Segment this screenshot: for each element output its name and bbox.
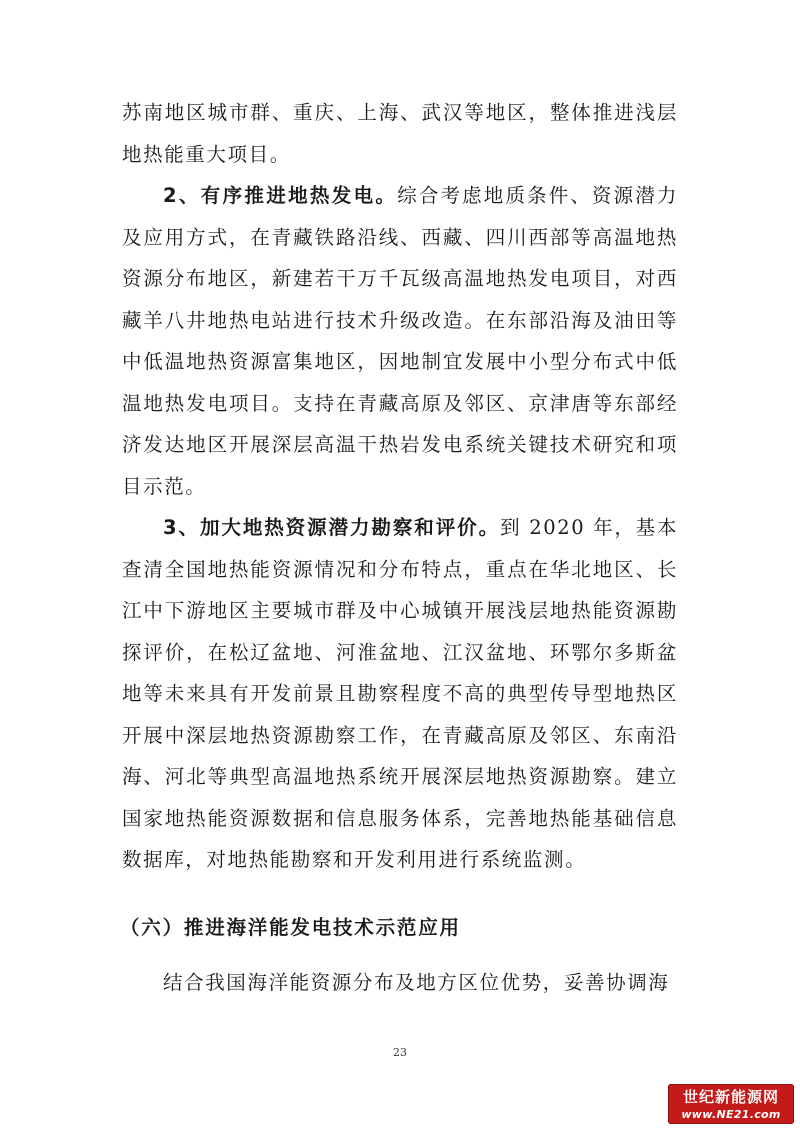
body-text bbox=[122, 92, 678, 881]
paragraph-lead-geothermal-power: 2、有序推进地热发电。 bbox=[163, 184, 398, 207]
paragraph-ocean-energy: 结合我国海洋能资源分布及地方区位优势，妥善协调海 bbox=[163, 971, 670, 994]
section-heading: （六）推进海洋能发电技术示范应用 bbox=[120, 916, 461, 939]
paragraph-body-geothermal-power: 综合考虑地质条件、资源潜力及应用方式，在青藏铁路沿线、西藏、四川西部等高温地热资源分布地区，新建若干万千瓦级高温地热发电项目，对西藏羊八井地热电站进行技术升级改造。在东部沿海及油田等中低温地热资源富集地区，因地制宜发展中小型分布式中低温地热发电项目。支持在青藏高原及邻区、京津唐等东部经济发达地区开展深层高温干热岩发电系统关键技术研究和项目示范。 bbox=[122, 184, 678, 498]
paragraph-body-geothermal-survey: 到 2020 年，基本查清全国地热能资源情况和分布特点，重点在华北地区、长江中下游地区主要城市群及中心城镇开展浅层地热能资源勘探评价，在松辽盆地、河淮盆地、江汉盆地、环鄂尔多斯盆地等未来具有开发前景且勘察程度不高的典型传导型地热区开展中深层地热资源勘察工作，在青藏高原及邻区、东南沿海、河北等典型高温地热系统开展深层地热资源勘察。建立国家地热能资源数据和信息服务体系，完善地热能基础信息数据库，对地热能勘察和开发利用进行系统监测。 bbox=[122, 516, 679, 871]
paragraph-lead-geothermal-survey: 3、加大地热资源潜力勘察和评价。 bbox=[163, 516, 501, 539]
page-number: 23 bbox=[393, 1046, 407, 1059]
watermark-logo bbox=[668, 1084, 794, 1124]
watermark-title: 世纪新能源网 bbox=[682, 1088, 779, 1106]
paragraph-geothermal-survey bbox=[122, 507, 678, 881]
paragraph-geothermal-power bbox=[122, 175, 678, 507]
paragraph-continuation: 苏南地区城市群、重庆、上海、武汉等地区，整体推进浅层地热能重大项目。 bbox=[122, 101, 678, 166]
watermark-url: www.NE21.com bbox=[681, 1108, 781, 1121]
